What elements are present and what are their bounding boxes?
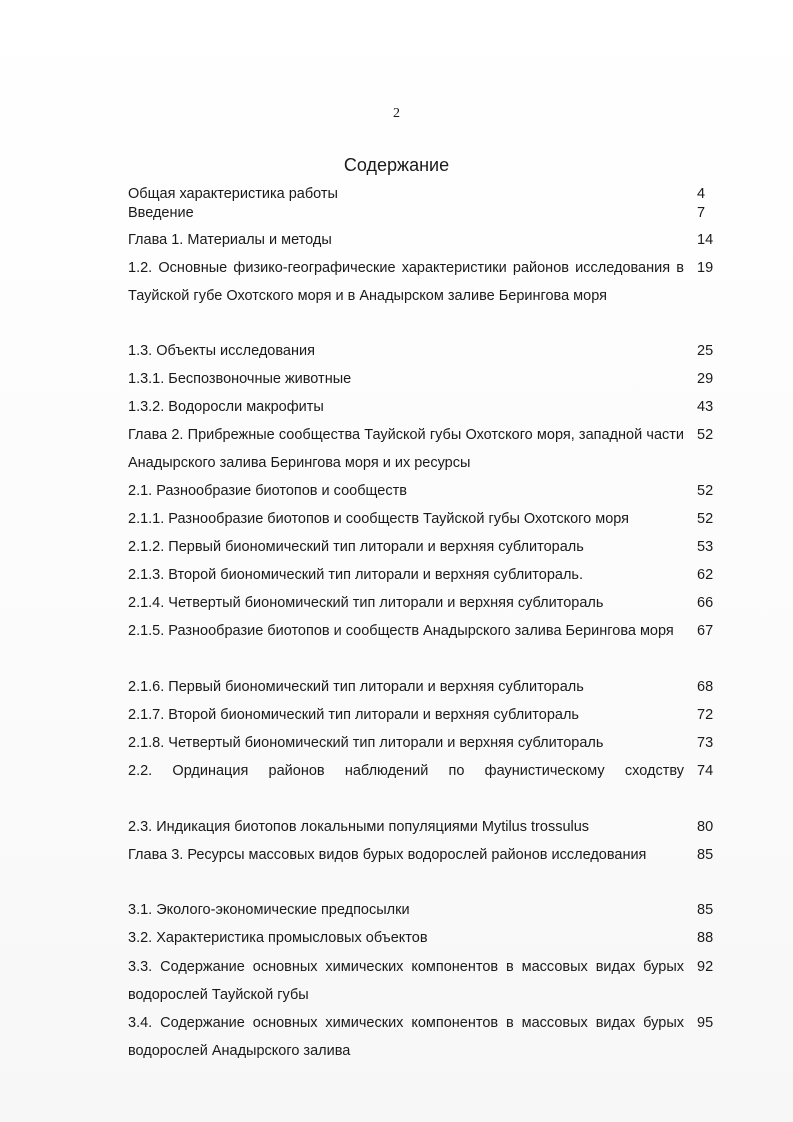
toc-entry-page: 14 bbox=[697, 232, 714, 248]
toc-entry-page: 53 bbox=[697, 539, 714, 555]
toc-entry-text: 2.1.5. Разнообразие биотопов и сообществ Анадырского залива Берингова моря bbox=[128, 623, 674, 639]
toc-entry-text: 1.3.2. Водоросли макрофиты bbox=[128, 399, 324, 415]
toc-entry-page: 85 bbox=[697, 847, 714, 863]
toc-entry-page: 67 bbox=[697, 623, 714, 639]
toc-title: Содержание bbox=[343, 155, 450, 175]
toc-entry-text: 2.1.3. Второй биономический тип литорали и верхняя сублитораль. bbox=[128, 567, 584, 583]
toc-entry-page: 95 bbox=[697, 1015, 714, 1031]
toc-entry-page: 52 bbox=[697, 511, 714, 527]
toc-entry-text: 1.2. Основные физико-географические характеристики районов исследования в Тауйской губе Охотского моря и в Анадырском заливе Берингова моря bbox=[128, 260, 684, 304]
toc-entry-page: 62 bbox=[697, 567, 714, 583]
toc-entry-page: 52 bbox=[697, 483, 714, 499]
toc-entry-text: 1.3. Объекты исследования bbox=[128, 343, 315, 359]
toc-entry-page: 29 bbox=[697, 371, 714, 387]
toc-entry-page: 25 bbox=[697, 343, 714, 359]
toc-entry-text: 2.1.4. Четвертый биономический тип литорали и верхняя сублитораль bbox=[128, 595, 604, 611]
toc-entry-page: 72 bbox=[697, 707, 714, 723]
toc-entry-page: 85 bbox=[697, 902, 714, 918]
toc-entry-text: 1.3.1. Беспозвоночные животные bbox=[128, 371, 352, 387]
toc-entry-text: 3.4. Содержание основных химических компонентов в массовых видах бурых водорослей Анадырского залива bbox=[128, 1015, 684, 1059]
toc-entry-text: 2.3. Индикация биотопов локальными популяциями Mytilus trossulus bbox=[128, 819, 590, 835]
toc-entry-text: 2.1.8. Четвертый биономический тип литорали и верхняя сублитораль bbox=[128, 735, 604, 751]
toc-entry-page: 66 bbox=[697, 595, 714, 611]
toc-entry-text: 2.1.2. Первый биономический тип литорали и верхняя сублитораль bbox=[128, 539, 584, 555]
toc-entry-page: 80 bbox=[697, 819, 714, 835]
toc-entry-page: 68 bbox=[697, 679, 714, 695]
toc-entry-page: 7 bbox=[697, 205, 706, 221]
toc-entry-text: 2.1.6. Первый биономический тип литорали и верхняя сублитораль bbox=[128, 679, 584, 695]
toc-entry-page: 4 bbox=[697, 186, 706, 202]
toc-entry-text: 2.1.1. Разнообразие биотопов и сообществ Тауйской губы Охотского моря bbox=[128, 511, 630, 527]
toc-entry-text: 3.2. Характеристика промысловых объектов bbox=[128, 930, 428, 946]
toc-entry-text: Глава 1. Материалы и методы bbox=[128, 232, 332, 248]
toc-entry-text: 3.1. Эколого-экономические предпосылки bbox=[128, 902, 410, 918]
toc-entry-text: 3.3. Содержание основных химических компонентов в массовых видах бурых водорослей Тауйской губы bbox=[128, 959, 684, 1003]
toc-entry-text: Общая характеристика работы bbox=[128, 186, 338, 202]
toc-entry-page: 52 bbox=[697, 427, 714, 443]
toc-entry-page: 88 bbox=[697, 930, 714, 946]
toc-entry-page: 74 bbox=[697, 763, 714, 779]
toc-entry-page: 92 bbox=[697, 959, 714, 975]
toc-entry-text: Глава 3. Ресурсы массовых видов бурых водорослей районов исследования bbox=[128, 847, 647, 863]
toc-entry-page: 43 bbox=[697, 399, 714, 415]
toc-entry-page: 19 bbox=[697, 260, 714, 276]
toc-entry-text: 2.1.7. Второй биономический тип литорали и верхняя сублитораль bbox=[128, 707, 579, 723]
toc-entry-page: 73 bbox=[697, 735, 714, 751]
toc-entry-text: Глава 2. Прибрежные сообщества Тауйской губы Охотского моря, западной части Анадырского залива Берингова моря и их ресурсы bbox=[128, 427, 684, 471]
toc-entry-text: 2.2. Ординация районов наблюдений по фаунистическому сходству bbox=[128, 763, 684, 779]
toc-entry-text: Введение bbox=[128, 205, 194, 221]
toc-entry-text: 2.1. Разнообразие биотопов и сообществ bbox=[128, 483, 407, 499]
page-number: 2 bbox=[393, 106, 400, 121]
